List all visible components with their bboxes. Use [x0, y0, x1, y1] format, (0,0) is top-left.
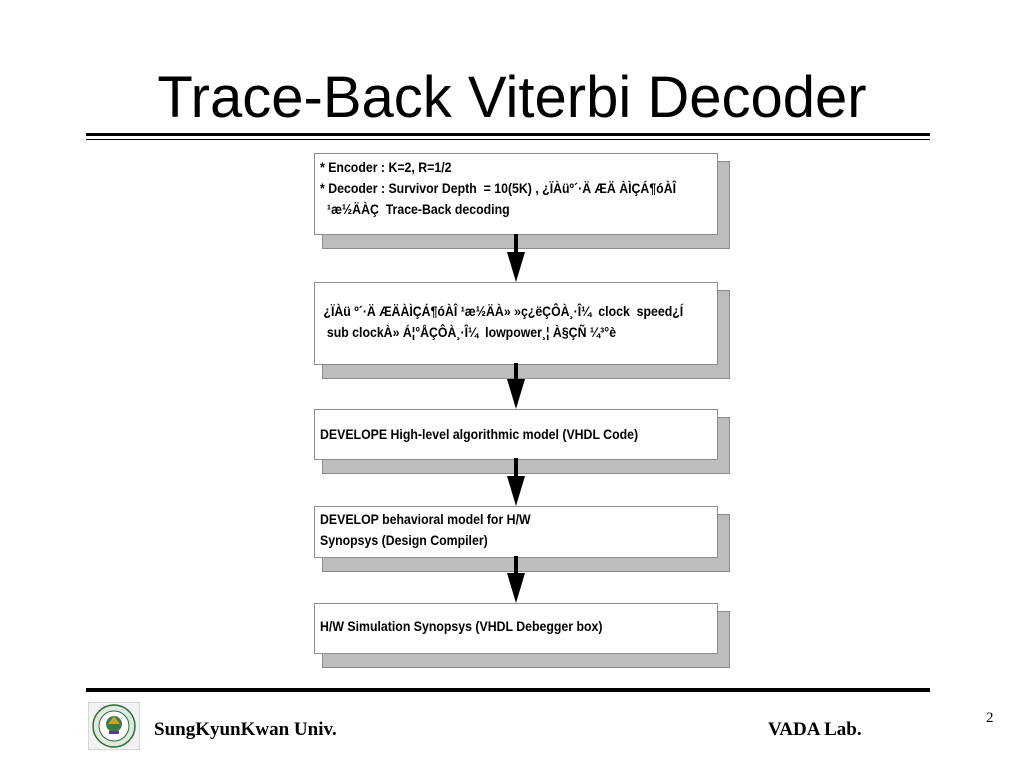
flow-arrow: [504, 363, 528, 409]
footer-lab: VADA Lab.: [768, 719, 862, 740]
box-face: [314, 153, 718, 235]
slide-title: Trace-Back Viterbi Decoder: [157, 65, 867, 130]
box-line: DEVELOP behavioral model for H/W: [320, 511, 531, 527]
box-face: [314, 282, 718, 365]
box-face: [314, 603, 718, 654]
box-line: ¿ÏÀü º´·Ä ÆÄÀÌÇÁ¶óÀÎ ¹æ½ÄÀ» »ç¿ëÇÔÀ¸·Î¼ clock speed¿Í: [320, 303, 684, 319]
box-face: [314, 506, 718, 558]
box-line: ¹æ½ÄÀÇ Trace-Back decoding: [320, 201, 510, 217]
footer-university: SungKyunKwan Univ.: [154, 719, 337, 740]
university-seal-logo: [88, 702, 140, 750]
flow-box-hw-simulation: [314, 603, 730, 668]
footer-rule: [86, 688, 930, 692]
flow-arrow: [504, 556, 528, 603]
box-line: * Encoder : K=2, R=1/2: [320, 159, 452, 175]
page-number: 2: [986, 710, 994, 726]
box-line: H/W Simulation Synopsys (VHDL Debegger box): [320, 618, 603, 634]
box-line: Synopsys (Design Compiler): [320, 532, 488, 548]
flow-arrow: [504, 234, 528, 282]
box-face: [314, 409, 718, 460]
box-line: DEVELOPE High-level algorithmic model (VHDL Code): [320, 426, 639, 442]
flow-arrow: [504, 458, 528, 506]
box-line: sub clockÀ» Á¦°ÅÇÔÀ¸·Î¼ lowpower¸¦ À§ÇÑ ¼³°è: [320, 324, 617, 340]
box-shadow-bottom: [322, 654, 730, 668]
box-line: * Decoder : Survivor Depth = 10(5K) , ¿ÏÀüº´·Ä ÆÄ ÀÌÇÁ¶óÀÎ: [320, 180, 677, 196]
